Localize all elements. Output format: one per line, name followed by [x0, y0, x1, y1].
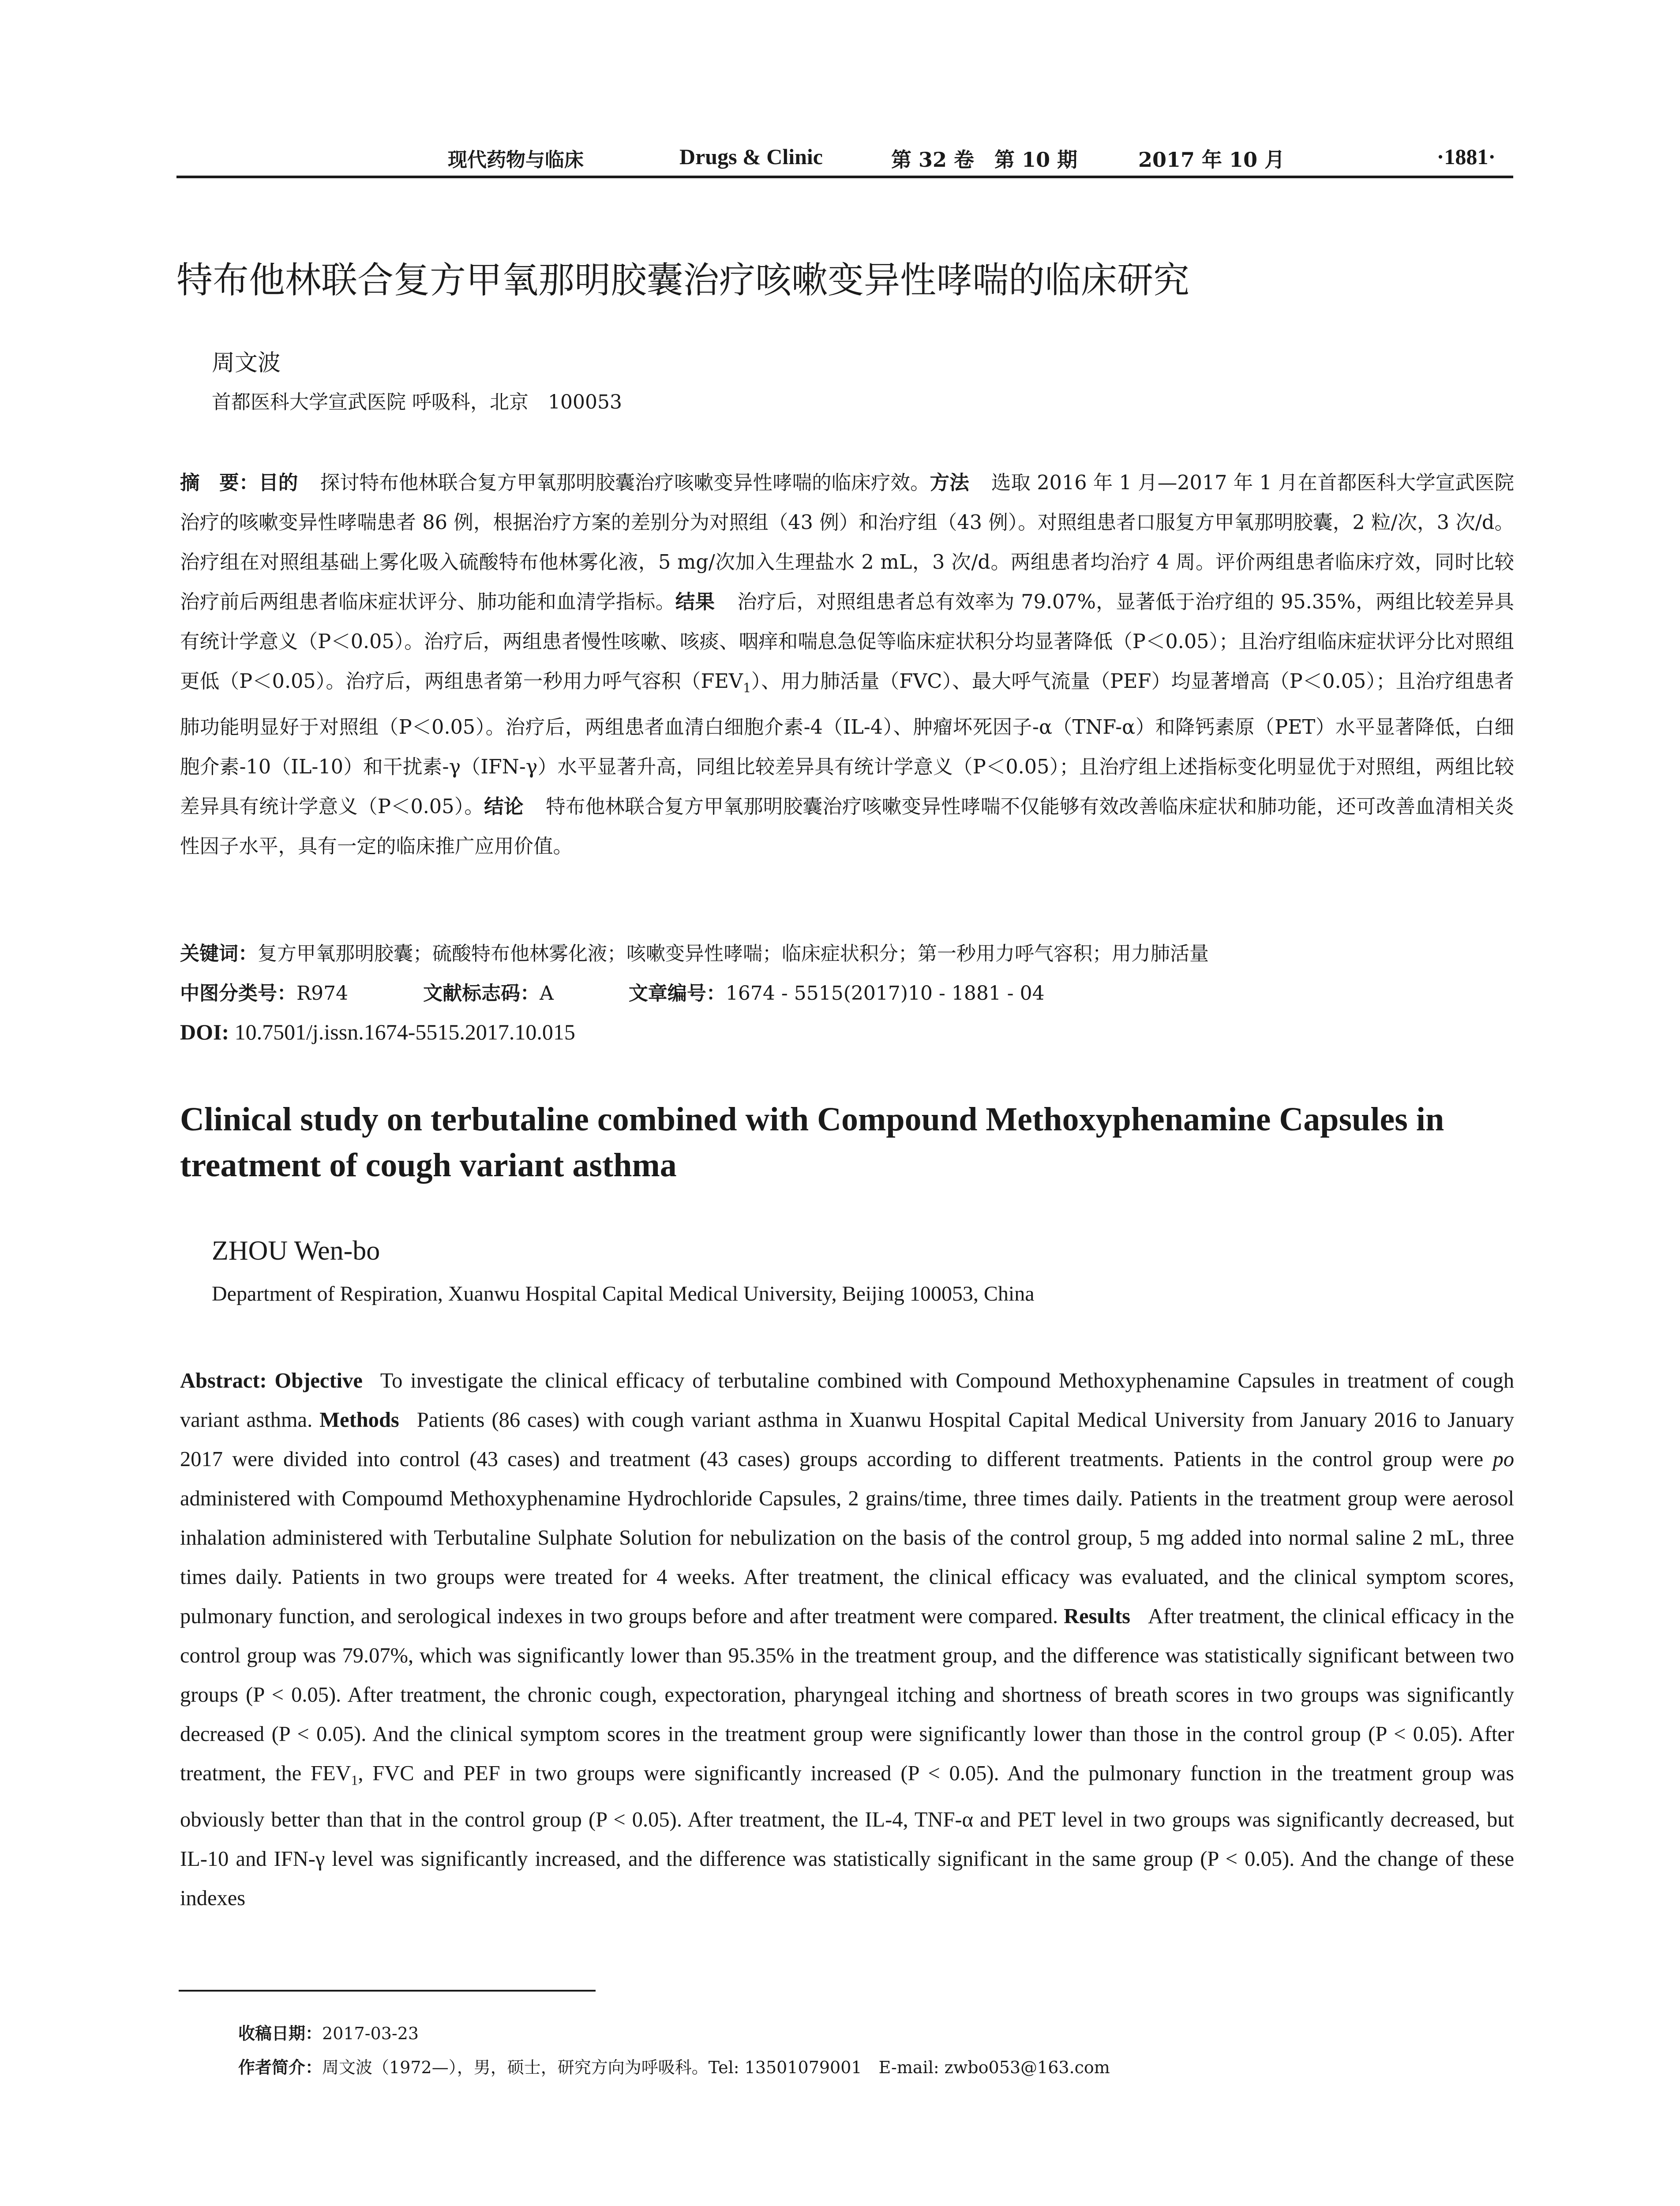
keywords-line: [180, 938, 1209, 966]
author-bio-line: [238, 2054, 1110, 2078]
bio-label: 作者简介：: [238, 2058, 322, 2077]
results-text-cn: 治疗后，对照组患者总有效率为 79.07%，显著低于治疗组的 95.35%，两组比较差异具有统计学意义（P＜0.05）。治疗后，两组患者慢性咳嗽、咳痰、咽痒和喘息急促等临床症状积分均显著降低（P＜0.05）；且治疗组临床症状评分比对照组更低（P＜0.05）。治疗后，两组患者第一秒用力呼气容积（FEV: [180, 591, 1514, 693]
methods-label-en: Methods: [319, 1408, 399, 1432]
received-date: 2017-03-23: [322, 2024, 419, 2043]
volume-issue: 第 32 卷 第 10 期: [891, 148, 1078, 172]
journal-name-en: Drugs & Clinic: [679, 144, 823, 169]
po-abbrev: po: [1492, 1448, 1514, 1471]
methods-text-en-2: administered with Compoumd Methoxyphenamine Hydrochloride Capsules, 2 grains/time, three times daily. Patients in the treatment group were aerosol inhalation administered with Terbutaline Sulphate Solution for nebulization on the basis of the control group, 5 mg added into normal saline 2 mL, three times daily. Patients in two groups were treated for 4 weeks. After treatment, the clinical efficacy was evaluated, and the clinical symptom scores, pulmonary function, and serological indexes in two groups before and after treatment were compared.: [180, 1487, 1514, 1628]
results-subscript-cn: 1: [743, 680, 751, 695]
abstract-en: [180, 1361, 1514, 1918]
results-text-en: After treatment, the clinical efficacy in the control group was 79.07%, which was significantly lower than 95.35% in the treatment group, and the difference was statistically significant between two groups (P < 0.05). After treatment, the chronic cough, expectoration, pharyngeal itching and shortness of breath scores in two groups was significantly decreased (P < 0.05). And the clinical symptom scores in the treatment group were significantly lower than those in the control group (P < 0.05). After treatment, the FEV: [180, 1605, 1514, 1785]
bio-text: 周文波（1972—），男，硕士，研究方向为呼吸科。Tel: 13501079001 E-mail: zwbo053@163.com: [322, 2058, 1110, 2077]
author-en: ZHOU Wen-bo: [212, 1236, 380, 1266]
issue-date: 2017 年 10 月: [1138, 148, 1285, 172]
abstract-cn: [180, 463, 1514, 867]
results-subscript-en: 1: [351, 1772, 358, 1788]
classification-line: [180, 977, 1045, 1005]
page-number: ·1881·: [1436, 144, 1496, 169]
clc-label: 中图分类号：: [180, 982, 296, 1005]
objective-label-cn: 目的: [259, 472, 298, 494]
article-title-en: Clinical study on terbutaline combined with Compound Methoxyphenamine Capsules in treatment of cough variant asthma: [180, 1101, 1444, 1184]
article-no-value: 1674 - 5515(2017)10 - 1881 - 04: [725, 982, 1045, 1005]
keywords-text: 复方甲氧那明胶囊；硫酸特布他林雾化液；咳嗽变异性哮喘；临床症状积分；第一秒用力呼气容积；用力肺活量: [258, 942, 1209, 965]
journal-name-cn: 现代药物与临床: [448, 149, 584, 171]
running-header: [176, 140, 1513, 178]
article-no-label: 文章编号：: [628, 982, 726, 1005]
abstract-label-en: Abstract: Objective: [180, 1369, 363, 1392]
article-title-cn: 特布他林联合复方甲氧那明胶囊治疗咳嗽变异性哮喘的临床研究: [176, 259, 1190, 301]
conclusion-label-cn: 结论: [484, 795, 524, 818]
affiliation-cn: 首都医科大学宣武医院 呼吸科，北京 100053: [212, 391, 622, 413]
doc-code-label: 文献标志码：: [423, 982, 540, 1005]
received-date-line: [238, 2020, 419, 2044]
affiliation-en: Department of Respiration, Xuanwu Hospital Capital Medical University, Beijing 100053, China: [212, 1282, 1035, 1306]
author-cn: 周文波: [212, 350, 281, 376]
footnote-rule: [179, 1990, 596, 1992]
abstract-label-cn: 摘 要：: [180, 472, 259, 494]
doi-link[interactable]: 10.7501/j.issn.1674-5515.2017.10.015: [234, 1020, 575, 1044]
objective-text-cn: 探讨特布他林联合复方甲氧那明胶囊治疗咳嗽变异性哮喘的临床疗效。: [320, 472, 930, 494]
doc-code-value: A: [540, 982, 554, 1005]
doi-line: [180, 1019, 575, 1045]
results-label-en: Results: [1064, 1605, 1131, 1628]
results-text-en-2: , FVC and PEF in two groups were significantly increased (P < 0.05). And the pulmonary function in the treatment group was obviously better than that in the control group (P < 0.05). After treatment, the IL-4, TNF-α and PET level in two groups was significantly decreased, but IL-10 and IFN-γ level was significantly increased, and the difference was statistically significant in the same group (P < 0.05). And the change of these indexes: [180, 1762, 1514, 1910]
keywords-label: 关键词：: [180, 942, 258, 965]
results-text-cn-2: ）、用力肺活量（FVC）、最大呼气流量（PEF）均显著增高（P＜0.05）；且治疗组患者肺功能明显好于对照组（P＜0.05）。治疗后，两组患者血清白细胞介素-4（IL-4）、肿瘤坏死因子-α（TNF-α）和降钙素原（PET）水平显著降低，白细胞介素-10（IL-10）和干扰素-γ（IFN-γ）水平显著升高，同组比较差异具有统计学意义（P＜0.05）；且治疗组上述指标变化明显优于对照组，两组比较差异具有统计学意义（P＜0.05）。: [180, 670, 1514, 818]
methods-label-cn: 方法: [930, 472, 969, 494]
objective-text-en: To investigate the clinical efficacy of terbutaline combined with Compound Methoxyphenamine Capsules in treatment of cough variant asthma.: [180, 1369, 1515, 1432]
conclusion-text-cn: 特布他林联合复方甲氧那明胶囊治疗咳嗽变异性哮喘不仅能够有效改善临床症状和肺功能，还可改善血清相关炎性因子水平，具有一定的临床推广应用价值。: [180, 795, 1514, 858]
received-label: 收稿日期：: [238, 2024, 322, 2043]
methods-text-cn: 选取 2016 年 1 月—2017 年 1 月在首都医科大学宣武医院治疗的咳嗽变异性哮喘患者 86 例，根据治疗方案的差别分为对照组（43 例）和治疗组（43 例）。对照组患者口服复方甲氧那明胶囊，2 粒/次，3 次/d。治疗组在对照组基础上雾化吸入硫酸特布他林雾化液，5 mg/次加入生理盐水 2 mL，3 次/d。两组患者均治疗 4 周。评价两组患者临床疗效，同时比较治疗前后两组患者临床症状评分、肺功能和血清学指标。: [180, 472, 1514, 613]
results-label-cn: 结果: [675, 591, 715, 613]
doi-label: DOI:: [180, 1020, 229, 1044]
methods-text-en: Patients (86 cases) with cough variant asthma in Xuanwu Hospital Capital Medical University from January 2016 to January 2017 were divided into control (43 cases) and treatment (43 cases) groups according to different treatments. Patients in the control group were: [180, 1408, 1515, 1471]
clc-value: R974: [296, 982, 349, 1005]
